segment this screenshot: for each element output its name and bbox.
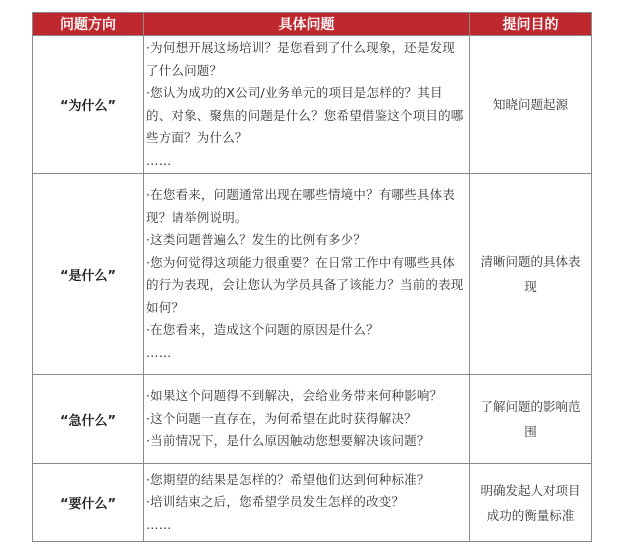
questions-cell: [144, 174, 470, 375]
header-purpose: 提问目的: [470, 13, 592, 36]
table-row: [33, 464, 592, 542]
question-item: ·在您看来，造成这个问题的原因是什么？: [146, 322, 379, 337]
question-item: ·如果这个问题得不到解决，会给业务带来何种影响？: [146, 388, 443, 404]
direction-cell: “为什么”: [33, 36, 144, 174]
purpose-cell: 了解问题的影响范围: [470, 375, 592, 464]
question-item: ·您认为成功的X公司/业务单元的项目是怎样的？其目的、对象、聚焦的问题是什么？您希望借鉴这个项目的哪些方面？为什么？: [146, 85, 464, 145]
purpose-cell: 明确发起人对项目成功的衡量标准: [470, 464, 592, 542]
training-question-table: [32, 12, 592, 542]
question-ellipsis: ……: [146, 152, 172, 168]
question-ellipsis: ……: [146, 516, 172, 532]
question-item: ·为何想开展这场培训？是您看到了什么现象，还是发现了什么问题？: [146, 40, 455, 78]
table-row: [33, 36, 592, 174]
direction-cell: “急什么”: [33, 375, 144, 464]
question-item: ·在您看来，问题通常出现在哪些情境中？有哪些具体表现？请举例说明。: [146, 187, 455, 225]
header-question: 具体问题: [144, 13, 470, 36]
direction-cell: “是什么”: [33, 174, 144, 375]
table-row: [33, 174, 592, 375]
questions-cell: [144, 375, 470, 464]
question-item: ·这个问题一直存在，为何希望在此时获得解决？: [146, 410, 417, 426]
direction-cell: “要什么”: [33, 464, 144, 542]
questions-cell: [144, 464, 470, 542]
questions-cell: [144, 36, 470, 174]
header-row: [33, 13, 592, 36]
purpose-cell: 知晓问题起源: [470, 36, 592, 174]
question-item: ·培训结束之后，您希望学员发生怎样的改变？: [146, 494, 405, 510]
purpose-cell: 清晰问题的具体表现: [470, 174, 592, 375]
question-item: ·这类问题普遍么？发生的比例有多少？: [146, 232, 367, 247]
question-item: ·当前情况下，是什么原因触动您想要解决该问题？: [146, 433, 430, 449]
table-row: [33, 375, 592, 464]
question-item: ·您为何觉得这项能力很重要？在日常工作中有哪些具体的行为表现，会让您认为学员具备了该能力？当前的表现如何？: [146, 254, 464, 315]
question-ellipsis: ……: [146, 344, 172, 360]
header-direction: 问题方向: [33, 13, 144, 36]
question-item: ·您期望的结果是怎样的？希望他们达到何种标准？: [146, 471, 430, 487]
